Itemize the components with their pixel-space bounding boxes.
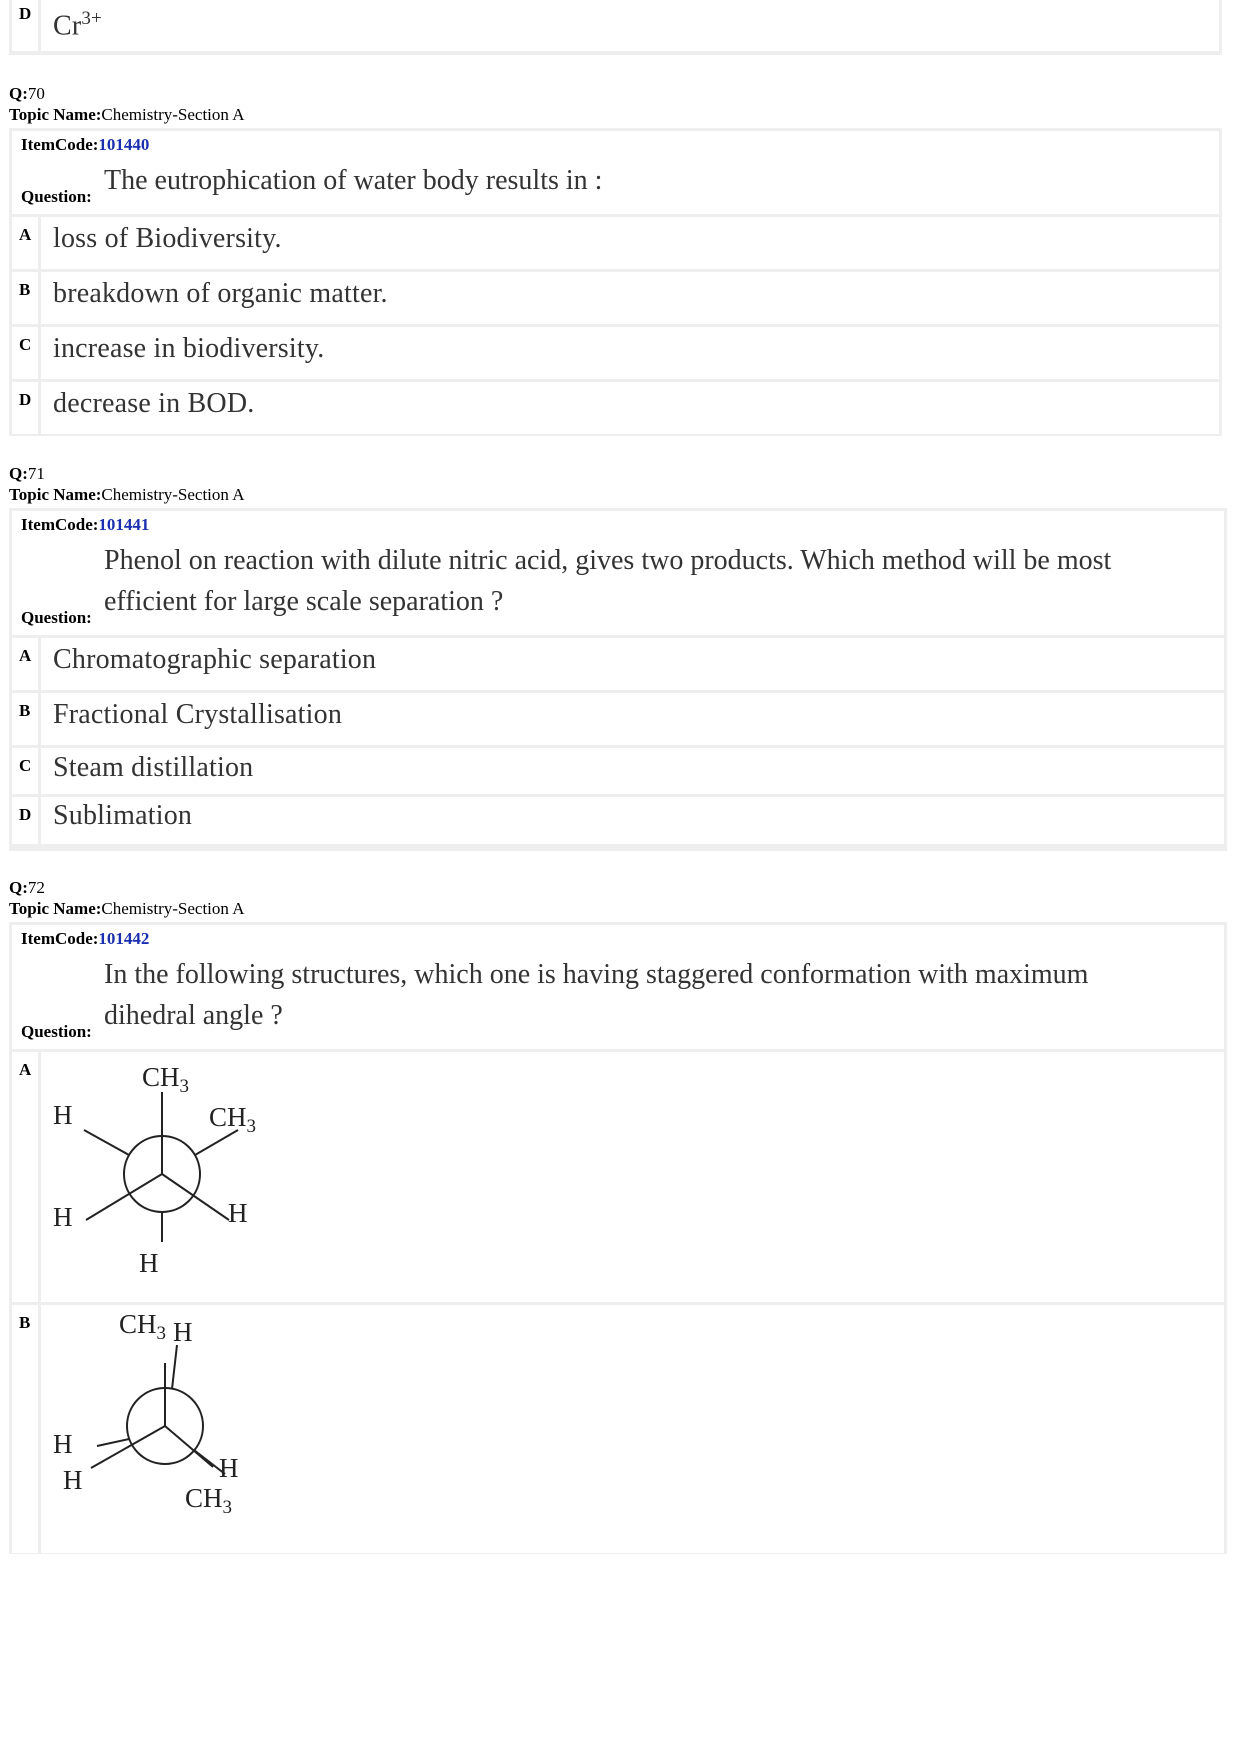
option-letter: C (12, 327, 38, 379)
question-table-72 (9, 922, 1227, 1554)
item-code: ItemCode:101442 (21, 929, 150, 948)
option-cell (41, 272, 1219, 324)
question-label: Question: (21, 608, 92, 627)
bond-back-top (172, 1345, 177, 1389)
question-label: Question: (21, 1022, 92, 1041)
option-text: Chromatographic separation (53, 644, 377, 675)
option-letter: B (12, 272, 38, 324)
option-letter: D (12, 797, 38, 844)
group-right-b: $CH_3$ (185, 1483, 233, 1518)
bond-back-upper-right (195, 1130, 238, 1155)
option-letter: D (12, 382, 38, 434)
bond-back-left (97, 1439, 129, 1446)
option-cell (41, 693, 1224, 745)
option-row (12, 217, 1219, 269)
option-row (12, 638, 1224, 690)
option-letter: A (12, 638, 38, 690)
option-letter: B (12, 693, 38, 745)
option-letter: A (12, 1052, 38, 1302)
group-bottom: H (139, 1248, 159, 1278)
option-cell (41, 638, 1224, 690)
question-header-72: Q:72 Topic Name:Chemistry-Section A (9, 878, 245, 918)
item-code: ItemCode:101441 (21, 515, 150, 534)
option-text: $Cr^{3+}$ (53, 8, 103, 42)
option-row (12, 0, 1219, 51)
group-upper-left: H (53, 1100, 73, 1130)
option-cell (41, 797, 1224, 844)
group-left-b: H (63, 1465, 83, 1495)
option-text: increase in biodiversity. (53, 333, 325, 364)
option-cell (41, 748, 1224, 794)
question-cell (12, 131, 1219, 214)
group-lower-left: H (53, 1202, 73, 1232)
option-cell (41, 217, 1219, 269)
option-row (12, 382, 1219, 434)
question-table-71 (9, 508, 1227, 851)
option-cell (41, 327, 1219, 379)
prev-question-options-table (9, 0, 1222, 55)
option-text: loss of Biodiversity. (53, 223, 282, 254)
option-row (12, 1052, 1224, 1302)
bond-front-lower-right (165, 1426, 213, 1467)
question-text: The eutrophication of water body results in : (104, 165, 603, 196)
option-letter: D (12, 0, 38, 51)
group-top-a: $CH_3$ (119, 1309, 167, 1344)
question-header-71: Q:71 Topic Name:Chemistry-Section A (9, 464, 245, 504)
option-text: breakdown of organic matter. (53, 278, 388, 309)
option-row (12, 272, 1219, 324)
option-row (12, 797, 1224, 844)
bond-front-lower-right (162, 1174, 229, 1220)
group-top-b: H (173, 1317, 193, 1347)
option-text: Fractional Crystallisation (53, 699, 343, 730)
group-left-a: H (53, 1429, 73, 1459)
bond-back-upper-left (84, 1130, 129, 1155)
option-text: Sublimation (53, 800, 193, 831)
option-cell (41, 0, 1219, 51)
option-cell (41, 382, 1219, 434)
group-lower-right: H (228, 1198, 248, 1228)
group-upper-right: $CH_3$ (209, 1102, 257, 1137)
option-text: decrease in BOD. (53, 388, 255, 419)
question-cell (12, 511, 1224, 635)
question-label: Question: (21, 187, 92, 206)
option-row (12, 327, 1219, 379)
option-row (12, 693, 1224, 745)
option-text: Steam distillation (53, 752, 254, 783)
question-text: In the following structures, which one is having staggered conformation with maximum dihedral angle ? (104, 959, 1089, 1031)
newman-projection-b (41, 1305, 341, 1553)
newman-projection-a (41, 1052, 341, 1302)
item-code: ItemCode:101440 (21, 135, 150, 154)
option-row (12, 1305, 1224, 1553)
option-cell (41, 1305, 1224, 1553)
option-row (12, 748, 1224, 794)
question-cell (12, 925, 1224, 1049)
question-table-70 (9, 128, 1222, 436)
option-letter: C (12, 748, 38, 794)
option-letter: B (12, 1305, 38, 1553)
question-text: Phenol on reaction with dilute nitric acid, gives two products. Which method will be most efficient for large scale separation ? (104, 545, 1112, 617)
group-top: $CH_3$ (142, 1062, 190, 1097)
option-letter: A (12, 217, 38, 269)
group-right-a: H (219, 1453, 239, 1483)
question-header-70: Q:70 Topic Name:Chemistry-Section A (9, 84, 245, 124)
option-cell (41, 1052, 1224, 1302)
